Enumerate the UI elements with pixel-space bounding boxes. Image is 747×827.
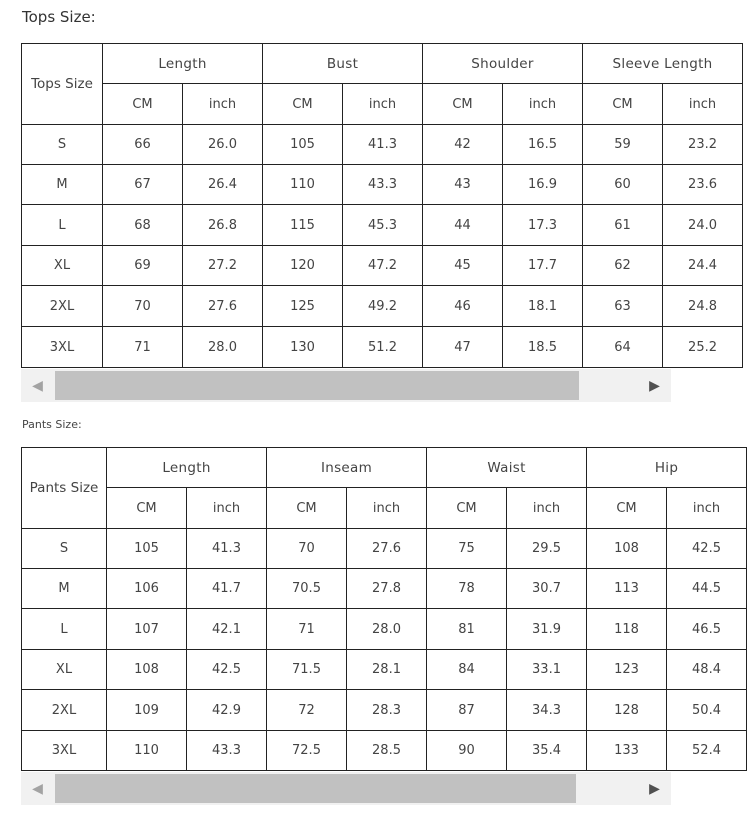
table-cell: 16.9	[503, 165, 583, 205]
table-cell: 41.7	[187, 569, 267, 609]
table-row	[22, 327, 743, 368]
table-row	[22, 609, 747, 650]
group-header-length: Length	[107, 448, 267, 488]
size-label: XL	[22, 650, 107, 690]
table-cell: 17.3	[503, 205, 583, 246]
table-cell: 35.4	[507, 731, 587, 771]
table-cell: 28.3	[347, 690, 427, 731]
unit-header: inch	[343, 84, 423, 125]
table-cell: 47.2	[343, 246, 423, 286]
table-row	[22, 205, 743, 246]
table-cell: 125	[263, 286, 343, 327]
table-cell: 43.3	[187, 731, 267, 771]
table-cell: 107	[107, 609, 187, 650]
pants-size-table	[21, 447, 747, 771]
unit-header: CM	[427, 488, 507, 529]
table-cell: 133	[587, 731, 667, 771]
table-cell: 34.3	[507, 690, 587, 731]
table-cell: 28.0	[347, 609, 427, 650]
table-cell: 26.4	[183, 165, 263, 205]
size-label: XL	[22, 246, 103, 286]
table-cell: 27.8	[347, 569, 427, 609]
table-cell: 68	[103, 205, 183, 246]
right-triangle-icon: ▶	[649, 780, 660, 797]
table-cell: 59	[583, 125, 663, 165]
table-cell: 61	[583, 205, 663, 246]
table-cell: 29.5	[507, 529, 587, 569]
pants-size-table-viewport	[21, 447, 721, 772]
table-cell: 60	[583, 165, 663, 205]
table-cell: 24.4	[663, 246, 743, 286]
table-cell: 25.2	[663, 327, 743, 368]
table-cell: 46	[423, 286, 503, 327]
table-cell: 108	[587, 529, 667, 569]
scroll-right-arrow[interactable]	[638, 772, 671, 805]
table-row	[22, 731, 747, 771]
table-cell: 48.4	[667, 650, 747, 690]
table-cell: 23.2	[663, 125, 743, 165]
table-cell: 63	[583, 286, 663, 327]
size-label: M	[22, 165, 103, 205]
table-cell: 28.5	[347, 731, 427, 771]
table-cell: 43.3	[343, 165, 423, 205]
size-label: S	[22, 125, 103, 165]
unit-header: CM	[267, 488, 347, 529]
table-cell: 18.5	[503, 327, 583, 368]
table-cell: 70.5	[267, 569, 347, 609]
unit-header: inch	[187, 488, 267, 529]
table-row	[22, 650, 747, 690]
table-row	[22, 246, 743, 286]
table-cell: 50.4	[667, 690, 747, 731]
table-cell: 47	[423, 327, 503, 368]
table-row	[22, 690, 747, 731]
scrollbar-thumb[interactable]	[55, 774, 576, 803]
table-cell: 118	[587, 609, 667, 650]
size-label: 3XL	[22, 731, 107, 771]
table-cell: 105	[263, 125, 343, 165]
table-cell: 72	[267, 690, 347, 731]
table-cell: 120	[263, 246, 343, 286]
table-cell: 43	[423, 165, 503, 205]
left-triangle-icon: ◀	[32, 780, 43, 797]
unit-header: inch	[183, 84, 263, 125]
table-cell: 70	[103, 286, 183, 327]
table-cell: 27.2	[183, 246, 263, 286]
table-cell: 42.5	[187, 650, 267, 690]
table-cell: 46.5	[667, 609, 747, 650]
unit-header: CM	[587, 488, 667, 529]
table-cell: 42	[423, 125, 503, 165]
group-header-inseam: Inseam	[267, 448, 427, 488]
unit-header: CM	[107, 488, 187, 529]
table-cell: 45	[423, 246, 503, 286]
unit-header: inch	[503, 84, 583, 125]
table-cell: 41.3	[343, 125, 423, 165]
corner-header: Pants Size	[22, 448, 107, 529]
table-cell: 26.8	[183, 205, 263, 246]
table-cell: 42.9	[187, 690, 267, 731]
group-header-shoulder: Shoulder	[423, 44, 583, 84]
group-header-bust: Bust	[263, 44, 423, 84]
table-cell: 27.6	[183, 286, 263, 327]
table-cell: 71.5	[267, 650, 347, 690]
table-row	[22, 165, 743, 205]
table-cell: 44.5	[667, 569, 747, 609]
table-cell: 70	[267, 529, 347, 569]
right-triangle-icon: ▶	[649, 377, 660, 394]
table-cell: 71	[103, 327, 183, 368]
table-cell: 106	[107, 569, 187, 609]
table-cell: 130	[263, 327, 343, 368]
table-cell: 23.6	[663, 165, 743, 205]
tops-size-table-viewport	[21, 43, 717, 369]
table-row	[22, 125, 743, 165]
table-cell: 16.5	[503, 125, 583, 165]
size-label: M	[22, 569, 107, 609]
size-label: 2XL	[22, 286, 103, 327]
group-header-hip: Hip	[587, 448, 747, 488]
size-label: L	[22, 609, 107, 650]
table-cell: 84	[427, 650, 507, 690]
table-cell: 69	[103, 246, 183, 286]
group-header-length: Length	[103, 44, 263, 84]
unit-header: inch	[663, 84, 743, 125]
table-cell: 42.1	[187, 609, 267, 650]
scroll-left-arrow[interactable]	[21, 772, 54, 805]
table-cell: 123	[587, 650, 667, 690]
table-cell: 90	[427, 731, 507, 771]
group-header-sleeve-length: Sleeve Length	[583, 44, 743, 84]
table-cell: 24.0	[663, 205, 743, 246]
table-cell: 30.7	[507, 569, 587, 609]
table-cell: 33.1	[507, 650, 587, 690]
table-cell: 81	[427, 609, 507, 650]
table-cell: 44	[423, 205, 503, 246]
table-cell: 110	[263, 165, 343, 205]
size-label: 2XL	[22, 690, 107, 731]
group-header-waist: Waist	[427, 448, 587, 488]
table-cell: 17.7	[503, 246, 583, 286]
table-cell: 87	[427, 690, 507, 731]
unit-header: inch	[507, 488, 587, 529]
table-cell: 71	[267, 609, 347, 650]
table-cell: 109	[107, 690, 187, 731]
table-row	[22, 569, 747, 609]
size-label: L	[22, 205, 103, 246]
table-cell: 110	[107, 731, 187, 771]
unit-header: inch	[667, 488, 747, 529]
table-row	[22, 529, 747, 569]
left-triangle-icon: ◀	[32, 377, 43, 394]
table-cell: 105	[107, 529, 187, 569]
table-cell: 26.0	[183, 125, 263, 165]
table-cell: 24.8	[663, 286, 743, 327]
table-cell: 52.4	[667, 731, 747, 771]
tops-size-heading: Tops Size:	[22, 8, 96, 26]
unit-header: CM	[103, 84, 183, 125]
pants-size-heading: Pants Size:	[22, 418, 82, 431]
table-cell: 64	[583, 327, 663, 368]
scrollbar-thumb[interactable]	[55, 371, 579, 400]
table-cell: 28.1	[347, 650, 427, 690]
table-cell: 41.3	[187, 529, 267, 569]
table-cell: 51.2	[343, 327, 423, 368]
table-cell: 31.9	[507, 609, 587, 650]
unit-header: CM	[423, 84, 503, 125]
table-cell: 62	[583, 246, 663, 286]
scroll-left-arrow[interactable]	[21, 369, 54, 402]
table-cell: 113	[587, 569, 667, 609]
unit-header: inch	[347, 488, 427, 529]
table-cell: 42.5	[667, 529, 747, 569]
table-cell: 66	[103, 125, 183, 165]
table-cell: 67	[103, 165, 183, 205]
table-cell: 108	[107, 650, 187, 690]
tops-size-table	[21, 43, 743, 368]
table-cell: 49.2	[343, 286, 423, 327]
table-cell: 115	[263, 205, 343, 246]
corner-header: Tops Size	[22, 44, 103, 125]
table-cell: 18.1	[503, 286, 583, 327]
pants-horizontal-scrollbar[interactable]	[21, 772, 671, 805]
size-label: 3XL	[22, 327, 103, 368]
size-label: S	[22, 529, 107, 569]
table-cell: 45.3	[343, 205, 423, 246]
scroll-right-arrow[interactable]	[638, 369, 671, 402]
table-cell: 75	[427, 529, 507, 569]
table-row	[22, 286, 743, 327]
table-cell: 28.0	[183, 327, 263, 368]
unit-header: CM	[263, 84, 343, 125]
table-cell: 27.6	[347, 529, 427, 569]
unit-header: CM	[583, 84, 663, 125]
table-cell: 78	[427, 569, 507, 609]
table-cell: 128	[587, 690, 667, 731]
tops-horizontal-scrollbar[interactable]	[21, 369, 671, 402]
table-cell: 72.5	[267, 731, 347, 771]
